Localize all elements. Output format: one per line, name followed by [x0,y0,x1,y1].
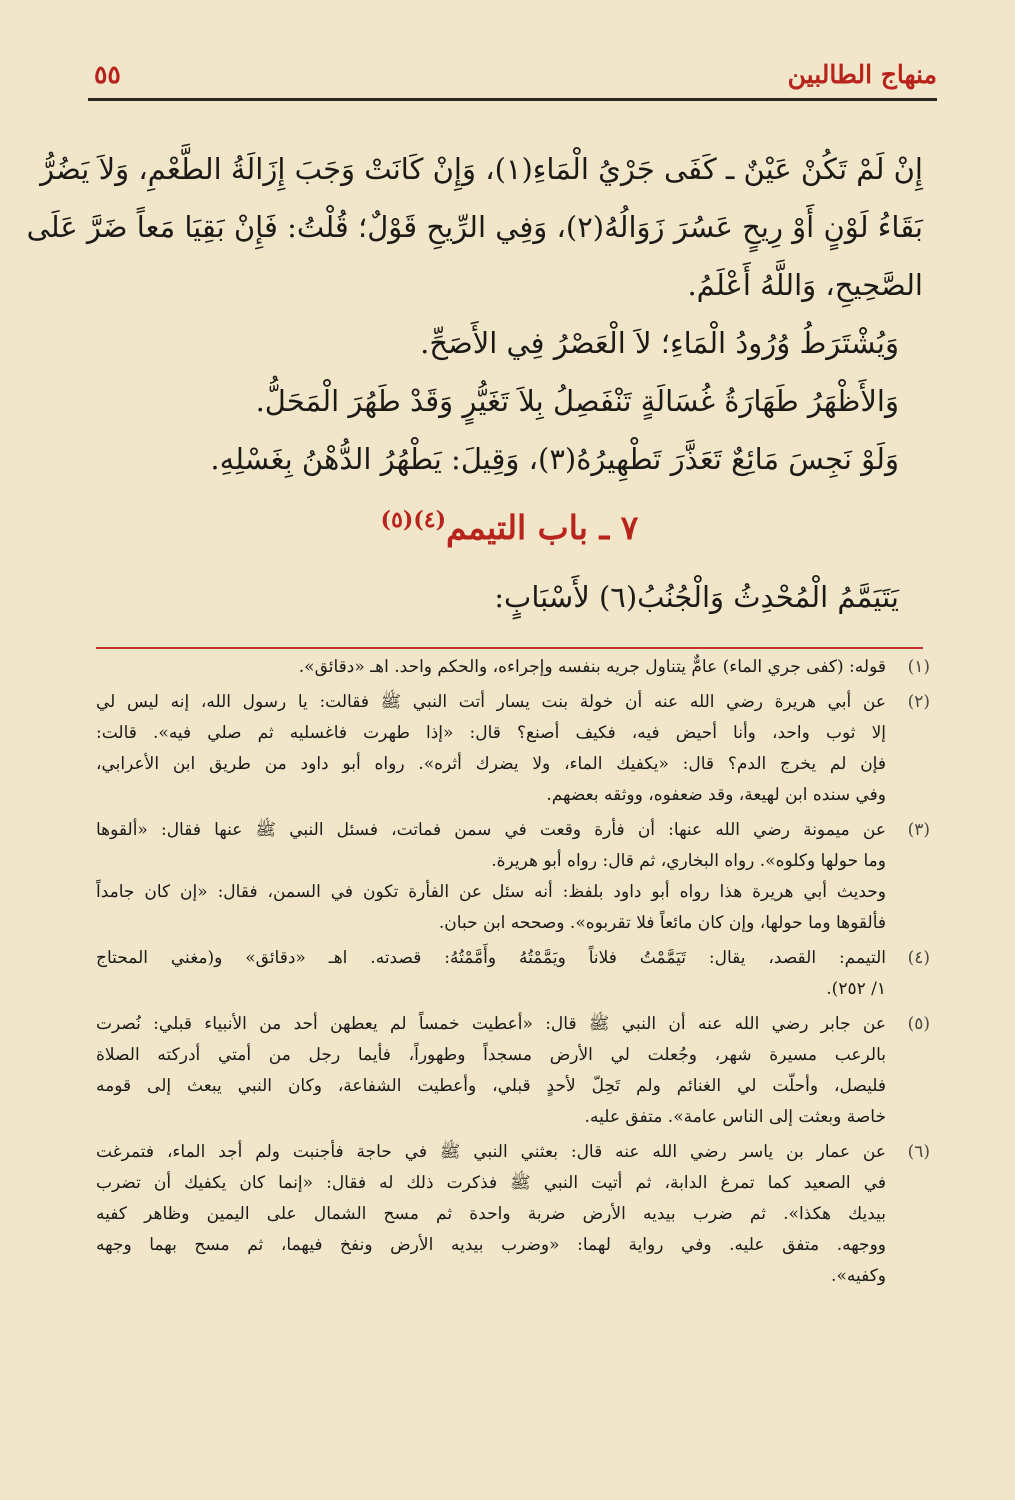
main-line: وَلَوْ نَجِسَ مَائِعٌ تَعَذَّرَ تَطْهِيرُهُ(٣)، وَقِيلَ: يَطْهُرُ الدُّهْنُ بِغَسْلِهِ. [210,442,899,476]
book-title: منهاج الطالبين [787,60,937,89]
main-line: يَتَيَمَّمُ الْمُحْدِثُ وَالْجُنُبُ(٦) لأَسْبَابٍ: [494,580,899,614]
footnote-number: (٤) [907,948,930,968]
footnote-number: (٦) [907,1142,930,1162]
chapter-title: ٧ ـ باب التيمم [445,508,639,547]
page-header [88,58,937,101]
chapter-heading [96,492,923,548]
main-text [26,140,923,626]
footnote-line: في الصعيد كما تمرغ الدابة، ثم أتيت النبي ﷺ فذكرت ذلك له فقال: «إنما كان يكفيك أن تضرب [96,1173,886,1193]
main-line: إِنْ لَمْ تَكُنْ عَيْنٌ ـ كَفَى جَرْيُ الْمَاءِ(١)، وَإِنْ كَانَتْ وَجَبَ إِزَالَةُ الطَّعْمِ، وَلاَ يَضُرُّ [40,152,923,186]
footnote [96,1137,930,1292]
page-number: ٥٥ [94,60,121,89]
footnote-line: عن عمار بن ياسر رضي الله عنه قال: بعثني النبي ﷺ في حاجة فأجنبت ولم أجد الماء، فتمرغت [96,1142,886,1162]
footnote [96,652,930,683]
footnote-line: إلا ثوب واحد، وأنا أحيض فيه، فكيف أصنع؟ قال: «إذا طهرت فاغسليه ثم صلي فيه». قالت: [96,723,886,743]
main-line: الصَّحِيحِ، وَاللَّهُ أَعْلَمُ. [687,268,923,302]
footnote [96,943,930,1005]
footnotes [96,652,930,1296]
main-line: وَيُشْتَرَطُ وُرُودُ الْمَاءِ؛ لاَ الْعَصْرُ فِي الأَصَحِّ. [420,326,899,360]
footnote-line: ووجهه. متفق عليه. وفي رواية لهما: «وضرب بيديه الأرض ونفخ فيهما، ثم مسح بهما وجهه [96,1235,886,1255]
footnote-line: بالرعب مسيرة شهر، وجُعلت لي الأرض مسجداً وطهوراً، فأيما رجل من أمتي أدركته الصلاة [96,1045,886,1065]
footnote-line: خاصة وبعثت إلى الناس عامة». متفق عليه. [584,1107,886,1127]
footnote-line: فألقوها وما حولها، وإن كان مائعاً فلا تقربوه». وصححه ابن حبان. [438,913,886,933]
footnote-number: (٢) [907,692,930,712]
footnote-line: فإن لم يخرج الدم؟ قال: «يكفيك الماء، ولا يضرك أثره». رواه أبو داود من طريق ابن الأعرابي، [96,754,886,774]
footnote [96,1009,930,1133]
footnote-line: التيمم: القصد، يقال: تَيَمَّمْتُ فلاناً ويَمَّمْتُهُ وأَمَّمْتُهُ: قصدته. اهـ «دقائق» و(مغني المحتاج [96,948,886,968]
footnote-line: وما حولها وكلوه». رواه البخاري، ثم قال: رواه أبو هريرة. [491,851,886,871]
main-line: وَالأَظْهَرُ طَهَارَةُ غُسَالَةٍ تَنْفَصِلُ بِلاَ تَغَيُّرٍ وَقَدْ طَهُرَ الْمَحَلُّ. [255,384,899,418]
footnote-line: ١/ ٢٥٢). [826,979,886,999]
chapter-footnote-refs: (٤)(٥) [380,507,446,533]
footnote-line: فليصل، وأحلّت لي الغنائم ولم تَحِلّ لأحدٍ قبلي، وأعطيت الشفاعة، وكان النبي يبعث إلى قومه [96,1076,886,1096]
footnote-line: وحديث أبي هريرة هذا رواه أبو داود بلفظ: أنه سئل عن الفأرة تكون في السمن، فقال: «إن كان جامداً [96,882,886,902]
footnote-separator [96,647,923,649]
footnote-line: وفي سنده ابن لهيعة، وقد ضعفوه، ووثقه بعضهم. [546,785,886,805]
footnote-line: قوله: (كفى جري الماء) عامٌّ يتناول جريه بنفسه وإجراءه، والحكم واحد. اهـ «دقائق». [298,657,886,677]
footnote [96,687,930,811]
footnote-line: وكفيه». [831,1266,886,1286]
main-line: بَقَاءُ لَوْنٍ أَوْ رِيحٍ عَسُرَ زَوَالُهُ(٢)، وَفِي الرِّيحِ قَوْلٌ؛ قُلْتُ: فَإِنْ بَقِيَا مَعاً ضَرَّ عَلَى [26,210,923,244]
footnote-line: عن ميمونة رضي الله عنها: أن فأرة وقعت في سمن فماتت، فسئل النبي ﷺ عنها فقال: «ألقوها [96,820,886,840]
footnote-number: (١) [907,657,930,677]
footnote-line: عن جابر رضي الله عنه أن النبي ﷺ قال: «أعطيت خمساً لم يعطهن أحد من الأنبياء قبلي: نُصرت [96,1014,886,1034]
footnote-number: (٣) [907,820,930,840]
footnote-number: (٥) [907,1014,930,1034]
footnote-line: عن أبي هريرة رضي الله عنه أن خولة بنت يسار أتت النبي ﷺ فقالت: يا رسول الله، إنه ليس لي [96,692,886,712]
footnote [96,815,930,939]
footnote-line: بيديك هكذا». ثم ضرب بيديه الأرض ضربة واحدة ثم مسح الشمال على اليمين وظاهر كفيه [96,1204,886,1224]
